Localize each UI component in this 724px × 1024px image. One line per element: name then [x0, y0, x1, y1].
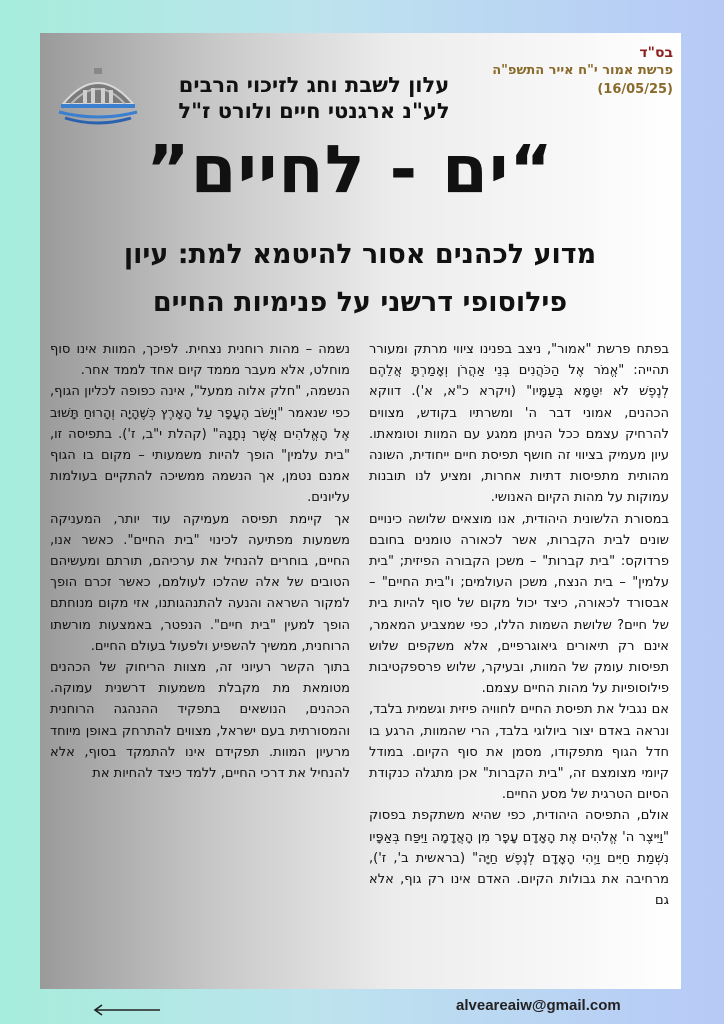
paragraph: בתוך הקשר רעיוני זה, מצוות הריחוק של הכהנים מטומאת מת מקבלת משמעות דרשנית עמוקה. הכהנים, הנושאים בתפקיד ההנהגה הרוחנית והמסורתית בעם ישראל, מצווים להתרחק באופן מיוחד מרעיון המוות. תפקידם אינו להתמקד בסוף, אלא להנחיל את דרכי החיים, ללמד כיצד להחיות את — [50, 660, 350, 782]
paragraph: אולם, התפיסה היהודית, כפי שהיא משתקפת בפסוק "וַיִּיצֶר ה' אֱלֹהִים אֶת הָאָדָם עָפָר מִן הָאֲדָמָה וַיִּפַּח בְּאַפָּיו נִשְׁמַת חַיִּים וַיְהִי הָאָדָם לְנֶפֶשׁ חַיָּה" (בראשית ב', ז'), מרחיבה את גבולות הקיום. האדם אינו רק גוף, אלא גם — [369, 808, 669, 909]
paragraph: במסורת הלשונית היהודית, אנו מוצאים שלושה כינויים שונים לבית הקברות, אשר לכאורה טומנים בחובם פרדוקס: "בית קברות" – משכן הקבורה הפיזית; "בית עלמין" – בית הנצח, משכן העולמים; ו"בית החיים" – אבסורד לכאורה, כיצד יכול מקום של סוף להיות בית של חיים? שלושת השמות הללו, כפי שמצביע המאמר, אינם רק תיאורים גיאוגרפיים, אלא משקפים שלוש תפיסות עומק של המוות, ובעיקר, שלוש פרספקטיבות פילוסופיות על מהות החיים עצמם. — [369, 511, 669, 697]
header-line-1: עלון לשבת וחג לזיכוי הרבים — [178, 73, 450, 97]
contact-email[interactable]: alveareaiw@gmail.com — [456, 997, 621, 1014]
paragraph: אם נגביל את תפיסת החיים לחוויה פיזית וגשמית בלבד, ונראה באדם יצור ביולוגי בלבד, הרי שהמוות, הרגע בו חדל הגוף מתפקודו, מסמן את סוף הקיום. במודל קיומי מצומצם זה, "בית הקברות" אכן מתגלה כנקודת הסיום הטרגית של מסע החיים. — [369, 702, 669, 803]
paragraph: הנשמה, "חלק אלוה ממעל", אינה כפופה לכליון הגוף, כפי שנאמר "וְיָשֹׁב הֶעָפָר עַל הָאָרֶץ כְּשֶׁהָיָה וְהָרוּחַ תָּשׁוּב אֶל הָאֱלֹהִים אֲשֶׁר נְתָנָהּ" (קהלת י"ב, ז'). בתפיסה זו, "בית עלמין" הופך להיות משמעותי – מקום בו הגוף אמנם נטמן, אך הנשמה ממשיכה להתקיים בעולמות עליונים. — [50, 384, 350, 506]
date-line: (16/05/25) — [597, 82, 673, 97]
main-title: “ים - לחיים” — [146, 131, 554, 208]
paragraph: בפתח פרשת "אמור", ניצב בפנינו ציווי מרתק ומעורר תהייה: "אֱמֹר אֶל הַכֹּהֲנִים בְּנֵי אַהֲרֹן וְאָמַרְתָּ אֲלֵהֶם לְנֶפֶשׁ לֹא יִטַּמָּא בְּעַמָּיו" (ויקרא כ"א, א'). דווקא הכהנים, אמוני דבר ה' ומשרתיו בקודש, מצווים להרחיק עצמם ככל הניתן ממגע עם המוות וטומאתו. עיון מעמיק בציווי זה חושף תפיסת חיים ייחודית, השונה מהותית מתפיסות דתיות אחרות, ומציע לנו תובנות עמוקות על מהות הקיום האנושי. — [369, 342, 669, 506]
right-column — [369, 339, 669, 911]
header-line-2: לע"נ ארגנטי חיים ולורט ז"ל — [178, 99, 450, 123]
yeshiva-dome-logo-icon — [53, 60, 143, 136]
article-subtitle — [60, 231, 660, 327]
parasha-line: פרשת אמור י"ח אייר התשפ"ה — [492, 63, 673, 78]
left-column — [50, 339, 350, 784]
paragraph: אך קיימת תפיסה מעמיקה עוד יותר, המעניקה משמעות מפתיעה לכינוי "בית החיים". כאשר אנו, החיים, בוחרים להנחיל את ערכיהם, תורתם ומעשיהם הטובים של אלה שהלכו לעולמם, כאשר זכרם הופך למקור השראה והנעה להתנהגותנו, אזי מקום מנוחתם הופך למעין "בית חיים". הנפטר, באמצעות מורשתו הרוחנית, ממשיך להשפיע ולפעול בעולם החיים. — [50, 511, 350, 654]
paragraph: נשמה – מהות רוחנית נצחית. לפיכך, המוות אינו סוף מוחלט, אלא מעבר מממד קיום אחד לממד אחר. — [50, 342, 350, 379]
newsletter-sheet — [40, 33, 681, 989]
bsd-mark: בס"ד — [639, 45, 673, 61]
arrow-left-icon[interactable] — [92, 1003, 162, 1017]
subtitle-line-1: מדוע לכהנים אסור להיטמא למת: עיון — [123, 239, 597, 270]
subtitle-line-2: פילוסופי דרשני על פנימיות החיים — [152, 287, 568, 318]
